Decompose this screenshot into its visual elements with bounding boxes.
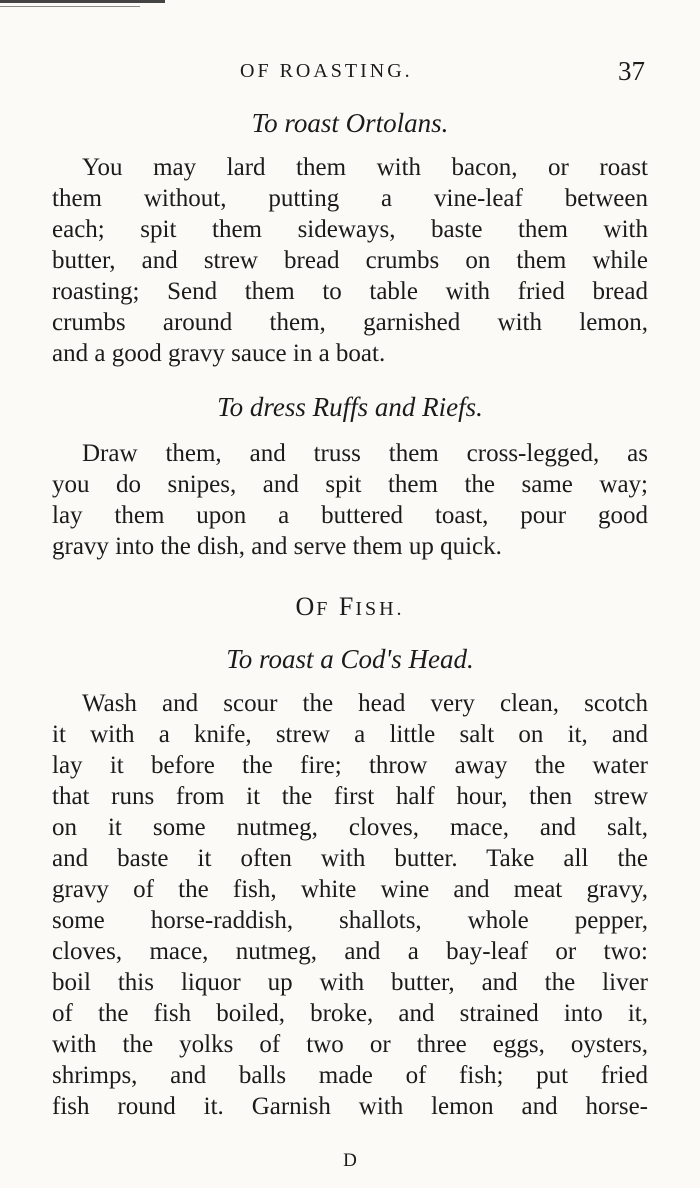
top-rule-thin xyxy=(0,6,140,7)
text-line: lay it before the fire; throw away the water xyxy=(52,752,648,779)
recipe-heading-ruffs: To dress Ruffs and Riefs. xyxy=(217,392,483,422)
text-line: Draw them, and truss them cross-legged, as xyxy=(82,440,648,467)
recipe-text-cods-head xyxy=(52,688,648,1122)
text-line: you do snipes, and spit them the same way; xyxy=(52,471,648,498)
text-line: lay them upon a buttered toast, pour good xyxy=(52,502,648,529)
recipe-heading-ortolans: To roast Ortolans. xyxy=(251,108,449,138)
section-title-initial: O xyxy=(295,592,317,621)
text-line: shrimps, and balls made of fish; put fried xyxy=(52,1062,648,1089)
text-line: on it some nutmeg, cloves, mace, and salt, xyxy=(52,814,648,841)
text-line: and baste it often with butter. Take all the xyxy=(52,845,648,872)
text-line: them without, putting a vine-leaf between xyxy=(52,185,648,212)
text-line: You may lard them with bacon, or roast xyxy=(82,154,648,181)
text-line: roasting; Send them to table with fried bread xyxy=(52,278,648,305)
top-rule xyxy=(0,0,165,3)
section-title-small-caps: ISH. xyxy=(355,598,405,620)
section-title-small-caps: F xyxy=(316,598,331,620)
text-line: some horse-raddish, shallots, whole pepper, xyxy=(52,907,648,934)
section-title-initial: F xyxy=(338,592,356,621)
running-title: OF ROASTING. xyxy=(240,60,413,82)
text-line: butter, and strew bread crumbs on them while xyxy=(52,247,648,274)
text-line: it with a knife, strew a little salt on it, and xyxy=(52,721,648,748)
text-line: cloves, mace, nutmeg, and a bay-leaf or two: xyxy=(52,938,648,965)
page-number: 37 xyxy=(618,56,645,86)
running-head xyxy=(0,56,700,90)
text-line: gravy of the fish, white wine and meat gravy, xyxy=(52,876,648,903)
recipe-text-ruffs xyxy=(52,438,648,562)
signature-mark: D xyxy=(343,1150,357,1171)
text-line: and a good gravy sauce in a boat. xyxy=(52,340,386,367)
text-line: each; spit them sideways, baste them with xyxy=(52,216,648,243)
text-line: gravy into the dish, and serve them up quick. xyxy=(52,533,502,560)
text-line: crumbs around them, garnished with lemon, xyxy=(52,309,648,336)
recipe-text-ortolans xyxy=(52,152,648,369)
text-line: of the fish boiled, broke, and strained into it, xyxy=(52,1000,648,1027)
text-line: boil this liquor up with butter, and the liver xyxy=(52,969,648,996)
text-line: Wash and scour the head very clean, scotch xyxy=(82,690,648,717)
section-title-of-fish xyxy=(0,592,700,622)
text-line: with the yolks of two or three eggs, oysters, xyxy=(52,1031,648,1058)
text-line: fish round it. Garnish with lemon and horse- xyxy=(52,1093,648,1120)
text-line: that runs from it the first half hour, then strew xyxy=(52,783,648,810)
recipe-heading-cods-head: To roast a Cod's Head. xyxy=(226,644,474,674)
